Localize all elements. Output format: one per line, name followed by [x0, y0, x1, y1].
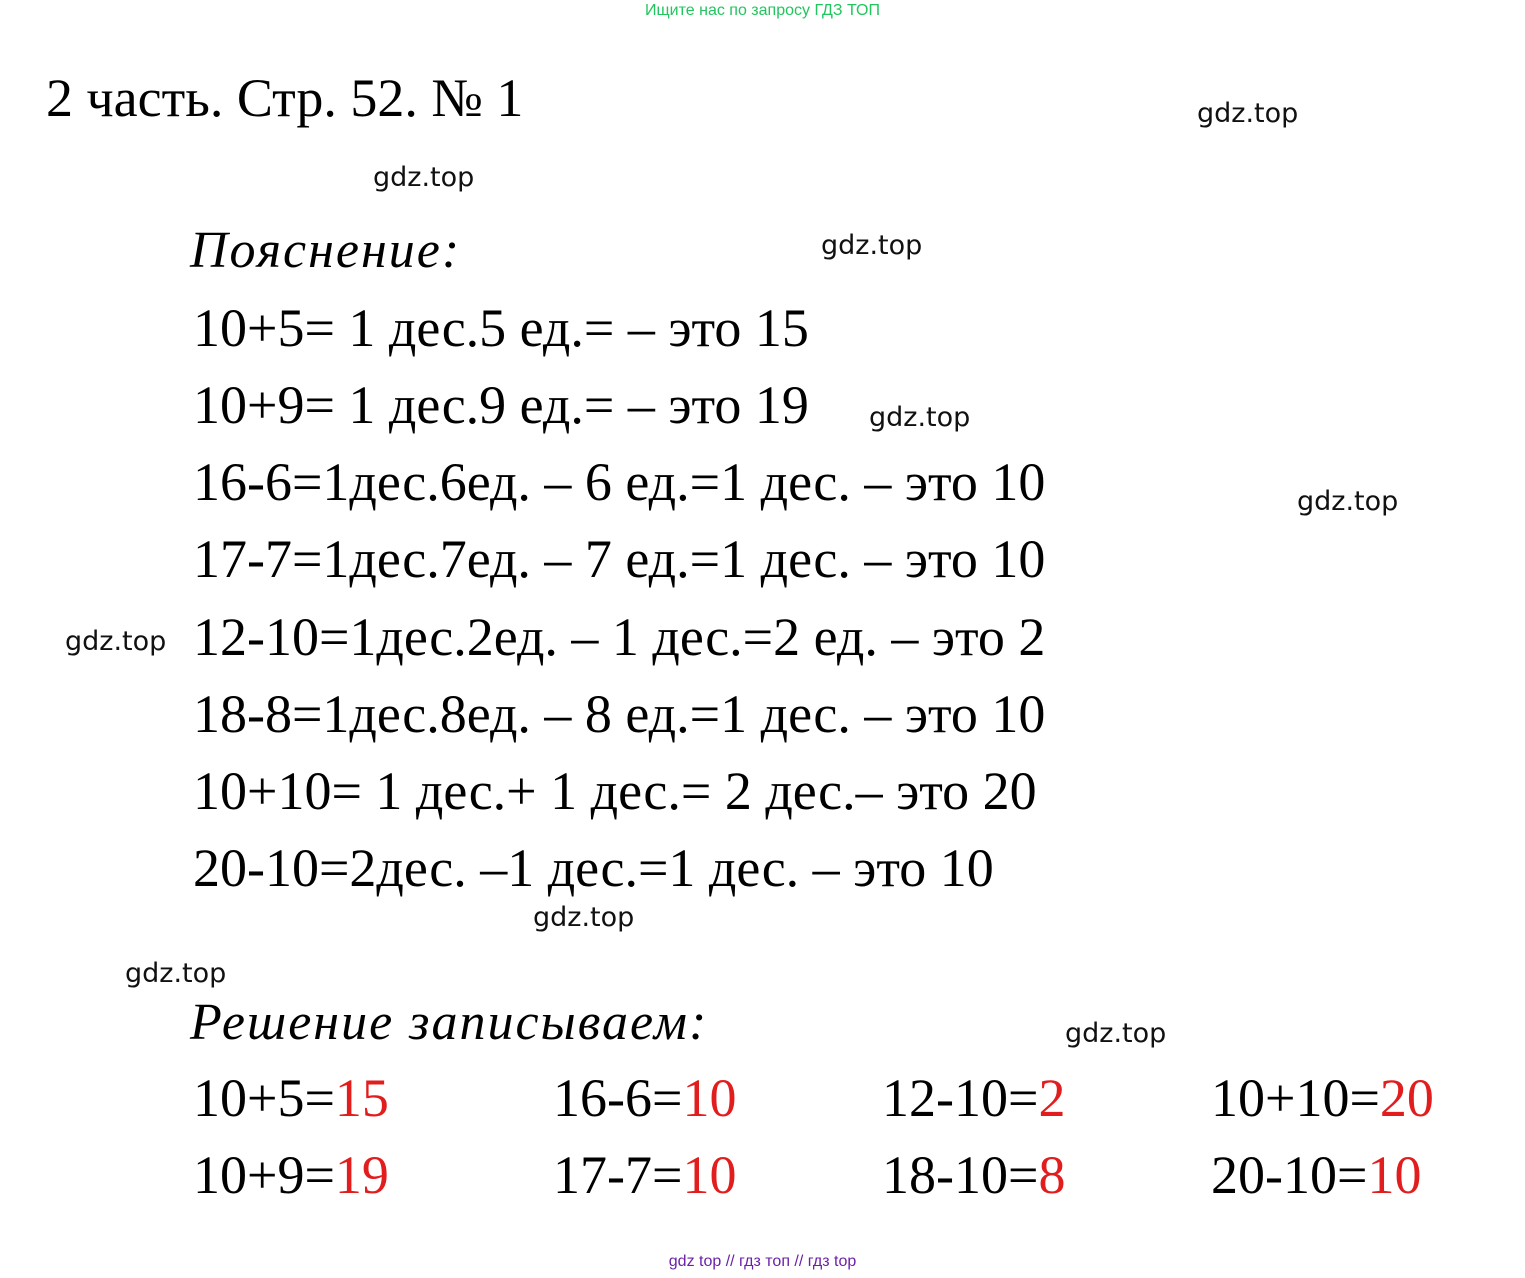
solution-heading: Решение записываем: — [190, 994, 709, 1051]
watermark: gdz.top — [125, 958, 227, 989]
solution-expr: 17-7= — [553, 1145, 683, 1205]
solution-expr: 12-10= — [882, 1068, 1039, 1128]
solution-answer: 10 — [682, 1145, 737, 1205]
solution-expr: 20-10= — [1211, 1145, 1368, 1205]
watermark: gdz.top — [1197, 98, 1299, 129]
explanation-line: 10+9= 1 дес.9 ед.= – это 19 — [193, 375, 809, 435]
solution-answer: 20 — [1379, 1068, 1434, 1128]
watermark: gdz.top — [65, 626, 167, 657]
solution-expr: 16-6= — [553, 1068, 683, 1128]
solution-item — [1211, 1068, 1434, 1128]
explanation-heading: Пояснение: — [190, 222, 462, 279]
solution-answer: 15 — [334, 1068, 389, 1128]
solution-item — [553, 1068, 736, 1128]
explanation-line: 20-10=2дес. –1 дес.=1 дес. – это 10 — [193, 838, 994, 898]
watermark: gdz.top — [1065, 1018, 1167, 1049]
top-banner: Ищите нас по запросу ГДЗ ТОП — [645, 2, 880, 19]
solution-answer: 10 — [1367, 1145, 1422, 1205]
solution-item — [553, 1145, 736, 1205]
explanation-line: 18-8=1дес.8ед. – 8 ед.=1 дес. – это 10 — [193, 684, 1046, 744]
watermark: gdz.top — [1297, 486, 1399, 517]
explanation-line: 16-6=1дес.6ед. – 6 ед.=1 дес. – это 10 — [193, 452, 1046, 512]
watermark: gdz.top — [869, 402, 971, 433]
footer-links: gdz top // гдз топ // гдз top — [668, 1253, 857, 1270]
solution-item — [1211, 1145, 1421, 1205]
solution-item — [882, 1068, 1065, 1128]
explanation-line: 17-7=1дес.7ед. – 7 ед.=1 дес. – это 10 — [193, 529, 1046, 589]
solution-item — [193, 1068, 389, 1128]
explanation-line: 10+5= 1 дес.5 ед.= – это 15 — [193, 298, 809, 358]
watermark: gdz.top — [373, 162, 475, 193]
watermark: gdz.top — [533, 902, 635, 933]
explanation-line: 10+10= 1 дес.+ 1 дес.= 2 дес.– это 20 — [193, 761, 1037, 821]
explanation-line: 12-10=1дес.2ед. – 1 дес.=2 ед. – это 2 — [193, 607, 1046, 667]
solution-item — [882, 1145, 1065, 1205]
page-title: 2 часть. Стр. 52. № 1 — [46, 68, 524, 128]
solution-item — [193, 1145, 389, 1205]
solution-answer: 10 — [682, 1068, 737, 1128]
solution-answer: 19 — [334, 1145, 389, 1205]
solution-expr: 18-10= — [882, 1145, 1039, 1205]
solution-expr: 10+5= — [193, 1068, 335, 1128]
solution-answer: 2 — [1038, 1068, 1066, 1128]
solution-expr: 10+9= — [193, 1145, 335, 1205]
solution-answer: 8 — [1038, 1145, 1066, 1205]
solution-expr: 10+10= — [1211, 1068, 1380, 1128]
watermark: gdz.top — [821, 230, 923, 261]
